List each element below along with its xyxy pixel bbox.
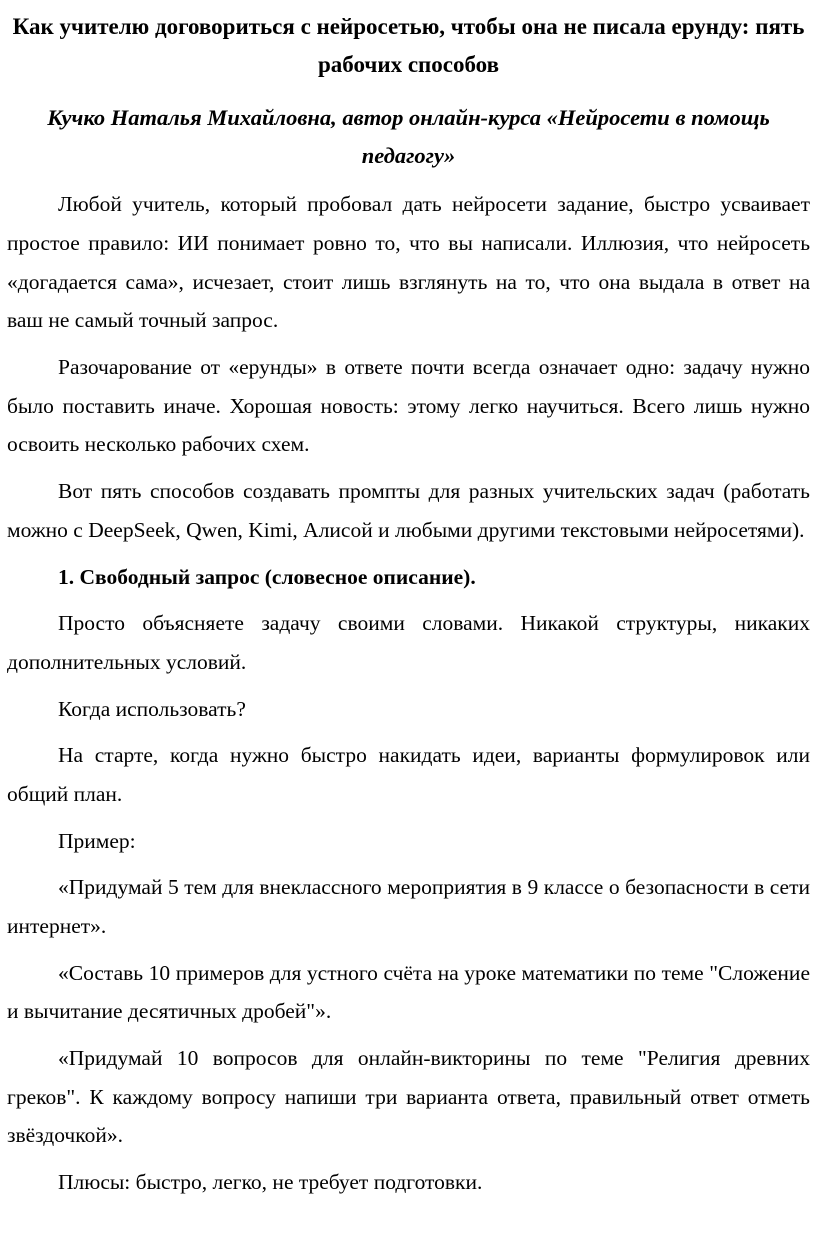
document-author: Кучко Наталья Михайловна, автор онлайн-курса «Нейросети в помощь педагогу» [47,104,770,169]
paragraph: Любой учитель, который пробовал дать нейросети задание, быстро усваивает простое правило: ИИ понимает ровно то, что вы написали. Иллюзия, что нейросеть «догадается сама», исчезает, стоит лишь взглянуть на то, что она выдала в ответ на ваш не самый точный запрос. [7,192,810,333]
paragraph: Вот пять способов создавать промпты для разных учительских задач (работать можно с DeepSeek, Qwen, Kimi, Алисой и любыми другими текстовыми нейросетями). [7,479,810,542]
paragraph: Просто объясняете задачу своими словами. Никакой структуры, никаких дополнительных условий. [7,611,810,674]
document-title: Как учителю договориться с нейросетью, чтобы она не писала ерунду: пять рабочих способов [12,14,805,78]
section-heading: 1. Свободный запрос (словесное описание). [58,564,476,589]
paragraph: «Придумай 5 тем для внеклассного мероприятия в 9 классе о безопасности в сети интернет». [7,875,810,938]
paragraph: Плюсы: быстро, легко, не требует подготовки. [58,1170,483,1195]
paragraph: «Придумай 10 вопросов для онлайн-викторины по теме "Религия древних греков". К каждому вопросу напиши три варианта ответа, правильный ответ отметь звёздочкой». [7,1046,810,1148]
document-body [7,185,810,1202]
paragraph: Пример: [58,828,136,853]
paragraph: На старте, когда нужно быстро накидать идеи, варианты формулировок или общий план. [7,743,810,806]
paragraph: Когда использовать? [58,696,246,721]
paragraph: Разочарование от «ерунды» в ответе почти всегда означает одно: задачу нужно было поставить иначе. Хорошая новость: этому легко научиться. Всего лишь нужно освоить несколько рабочих схем. [7,355,810,457]
paragraph: «Составь 10 примеров для устного счёта на уроке математики по теме "Сложение и вычитание десятичных дробей"». [7,960,810,1024]
